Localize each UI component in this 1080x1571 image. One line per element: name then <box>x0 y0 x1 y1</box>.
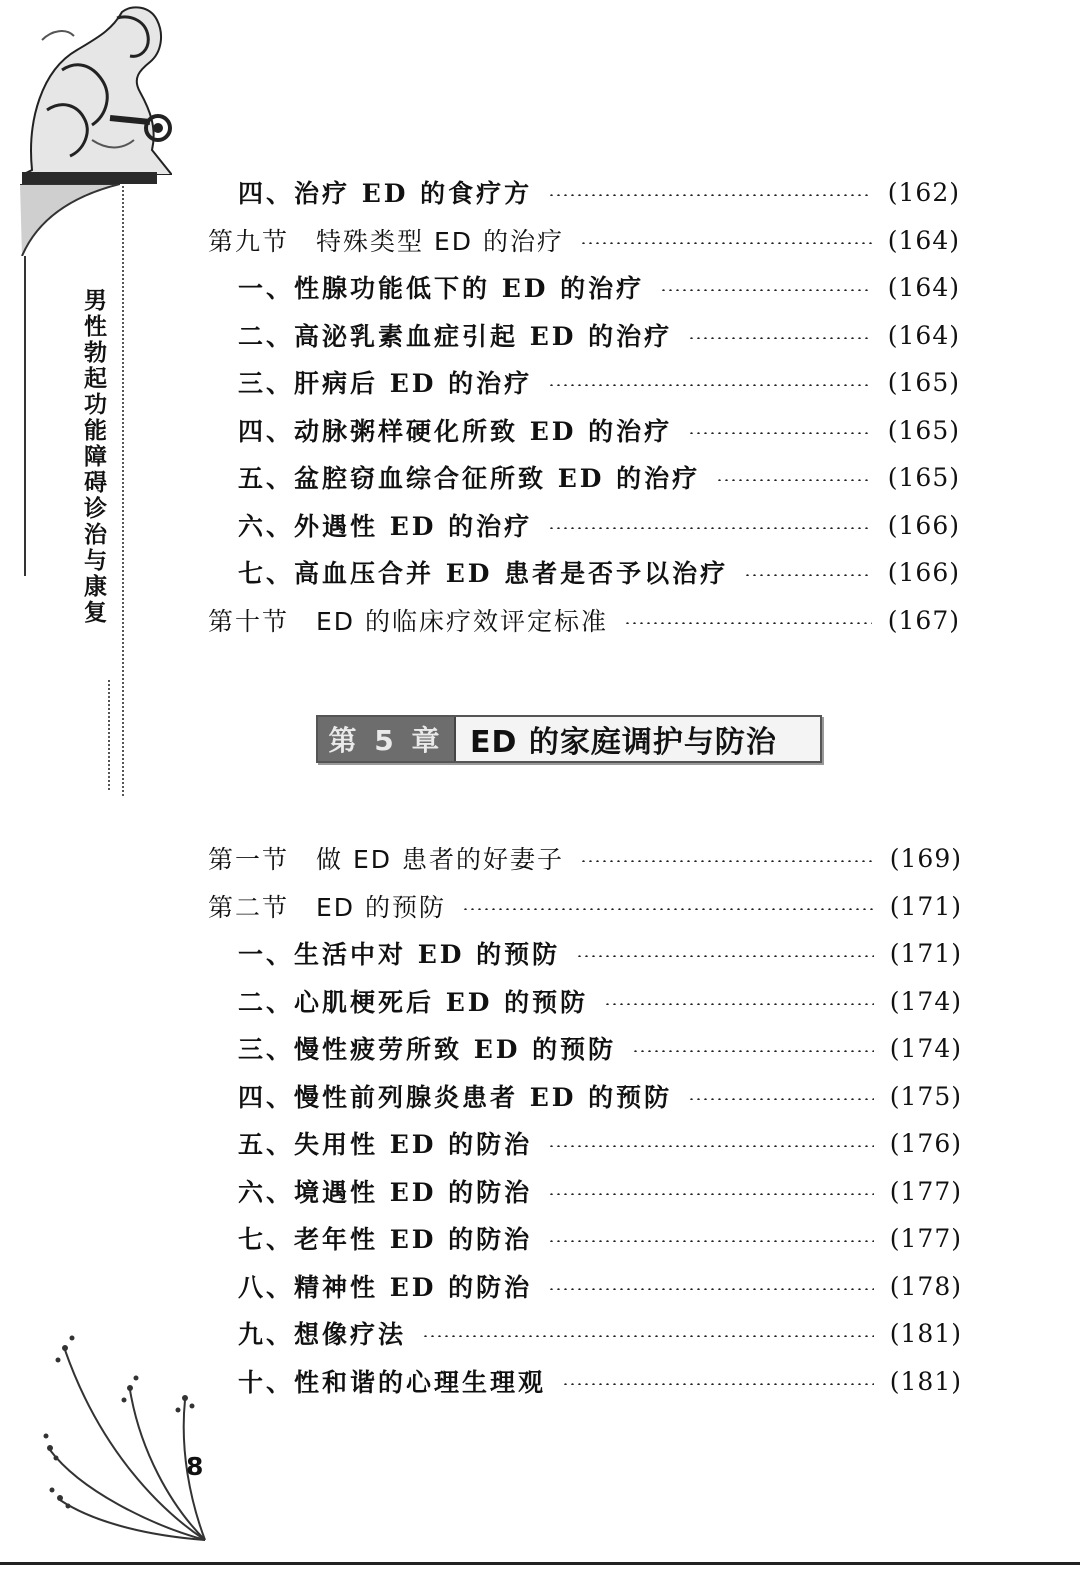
toc-item-row <box>238 1123 962 1163</box>
dot-leader <box>580 860 874 862</box>
chapter-title: ED 的家庭调护与防治 <box>456 717 820 761</box>
dot-leader <box>580 242 872 244</box>
toc-entry-label: 四、治疗 ED 的食疗方 <box>238 179 533 208</box>
dot-leader <box>660 289 872 291</box>
dot-leader <box>632 1050 874 1052</box>
toc-entry-label: 八、精神性 ED 的防治 <box>238 1273 533 1302</box>
toc-page-number: (165) <box>887 462 960 492</box>
dot-leader <box>548 1240 874 1242</box>
dot-leader <box>624 622 872 624</box>
toc-entry-label: 二、心肌梗死后 ED 的预防 <box>238 988 589 1017</box>
page-number: 8 <box>186 1452 204 1481</box>
toc-entry-label: 四、慢性前列腺炎患者 ED 的预防 <box>238 1083 673 1112</box>
toc-item-row <box>238 410 960 450</box>
toc-entry-label: 六、外遇性 ED 的治疗 <box>238 512 533 541</box>
bottom-rule <box>0 1562 1080 1565</box>
toc-entry-label: 九、想像疗法 <box>238 1320 407 1349</box>
toc-page-number: (171) <box>889 891 962 921</box>
toc-page-number: (176) <box>889 1128 962 1158</box>
toc-entry-label: 三、肝病后 ED 的治疗 <box>238 369 533 398</box>
toc-item-row <box>238 1361 962 1401</box>
toc-entry-label: 三、慢性疲劳所致 ED 的预防 <box>238 1035 617 1064</box>
toc-entry-label: 第二节 ED 的预防 <box>208 893 446 922</box>
toc-page-number: (175) <box>889 1081 962 1111</box>
toc-entry-label: 第一节 做 ED 患者的好妻子 <box>208 845 564 874</box>
toc-entry-label: 第九节 特殊类型 ED 的治疗 <box>208 227 564 256</box>
toc-page-number: (178) <box>889 1271 962 1301</box>
toc-item-row <box>238 457 960 497</box>
toc-section-row <box>208 220 960 260</box>
toc-entry-label: 二、高泌乳素血症引起 ED 的治疗 <box>238 322 673 351</box>
toc-entry-label: 十、性和谐的心理生理观 <box>238 1368 547 1397</box>
toc-page-number: (164) <box>887 225 960 255</box>
toc-item-row <box>238 552 960 592</box>
toc-section-row <box>208 838 962 878</box>
toc-item-row <box>238 981 962 1021</box>
dot-leader <box>548 527 872 529</box>
dot-leader <box>562 1383 874 1385</box>
toc-page-number: (177) <box>889 1176 962 1206</box>
toc-item-row <box>238 267 960 307</box>
toc-item-row <box>238 315 960 355</box>
toc-entry-label: 四、动脉粥样硬化所致 ED 的治疗 <box>238 417 673 446</box>
toc-entry-label: 七、高血压合并 ED 患者是否予以治疗 <box>238 559 729 588</box>
toc-entry-label: 一、生活中对 ED 的预防 <box>238 940 561 969</box>
side-dotted-line <box>108 680 110 790</box>
dot-leader <box>422 1335 874 1337</box>
toc-page-number: (166) <box>887 510 960 540</box>
toc-entry-label: 六、境遇性 ED 的防治 <box>238 1178 533 1207</box>
muscle-figure-emblem <box>22 0 172 175</box>
plant-decoration <box>40 1330 210 1545</box>
toc-entry-label: 一、性腺功能低下的 ED 的治疗 <box>238 274 645 303</box>
toc-page-number: (167) <box>887 605 960 635</box>
header-band <box>22 172 157 184</box>
toc-item-row <box>238 362 960 402</box>
decorative-curve <box>20 184 120 256</box>
toc-page-number: (171) <box>889 938 962 968</box>
toc-page-number: (162) <box>887 177 960 207</box>
dot-leader <box>548 1145 874 1147</box>
dot-leader <box>548 194 872 196</box>
chapter-number: 第 5 章 <box>318 717 456 761</box>
toc-page-number: (164) <box>887 272 960 302</box>
toc-entry-label: 五、失用性 ED 的防治 <box>238 1130 533 1159</box>
toc-item-row <box>238 1313 962 1353</box>
toc-item-row <box>238 1218 962 1258</box>
dot-leader <box>548 1193 874 1195</box>
dot-leader <box>576 955 874 957</box>
toc-page-number: (164) <box>887 320 960 350</box>
toc-item-row <box>238 172 960 212</box>
side-dotted-line <box>122 186 124 796</box>
dot-leader <box>688 337 872 339</box>
toc-page-number: (177) <box>889 1223 962 1253</box>
toc-item-row <box>238 1266 962 1306</box>
dot-leader <box>688 432 872 434</box>
toc-page-number: (174) <box>889 1033 962 1063</box>
toc-page-number: (174) <box>889 986 962 1016</box>
toc-page-number: (169) <box>889 843 962 873</box>
toc-item-row <box>238 1171 962 1211</box>
dot-leader <box>462 908 874 910</box>
dot-leader <box>548 1288 874 1290</box>
dot-leader <box>604 1003 874 1005</box>
toc-section-row <box>208 886 962 926</box>
toc-item-row <box>238 933 962 973</box>
toc-page-number: (165) <box>887 415 960 445</box>
dot-leader <box>716 479 872 481</box>
toc-entry-label: 五、盆腔窃血综合征所致 ED 的治疗 <box>238 464 701 493</box>
chapter-heading <box>316 715 822 763</box>
toc-page-number: (181) <box>889 1318 962 1348</box>
side-bar <box>24 256 26 576</box>
toc-page-number: (165) <box>887 367 960 397</box>
dot-leader <box>744 574 872 576</box>
toc-entry-label: 第十节 ED 的临床疗效评定标准 <box>208 607 608 636</box>
toc-page-number: (166) <box>887 557 960 587</box>
toc-section-row <box>208 600 960 640</box>
dot-leader <box>548 384 872 386</box>
toc-item-row <box>238 1076 962 1116</box>
book-title-vertical: 男性勃起功能障碍诊治与康复 <box>80 288 106 626</box>
toc-item-row <box>238 1028 962 1068</box>
toc-item-row <box>238 505 960 545</box>
toc-page-number: (181) <box>889 1366 962 1396</box>
dot-leader <box>688 1098 874 1100</box>
toc-entry-label: 七、老年性 ED 的防治 <box>238 1225 533 1254</box>
